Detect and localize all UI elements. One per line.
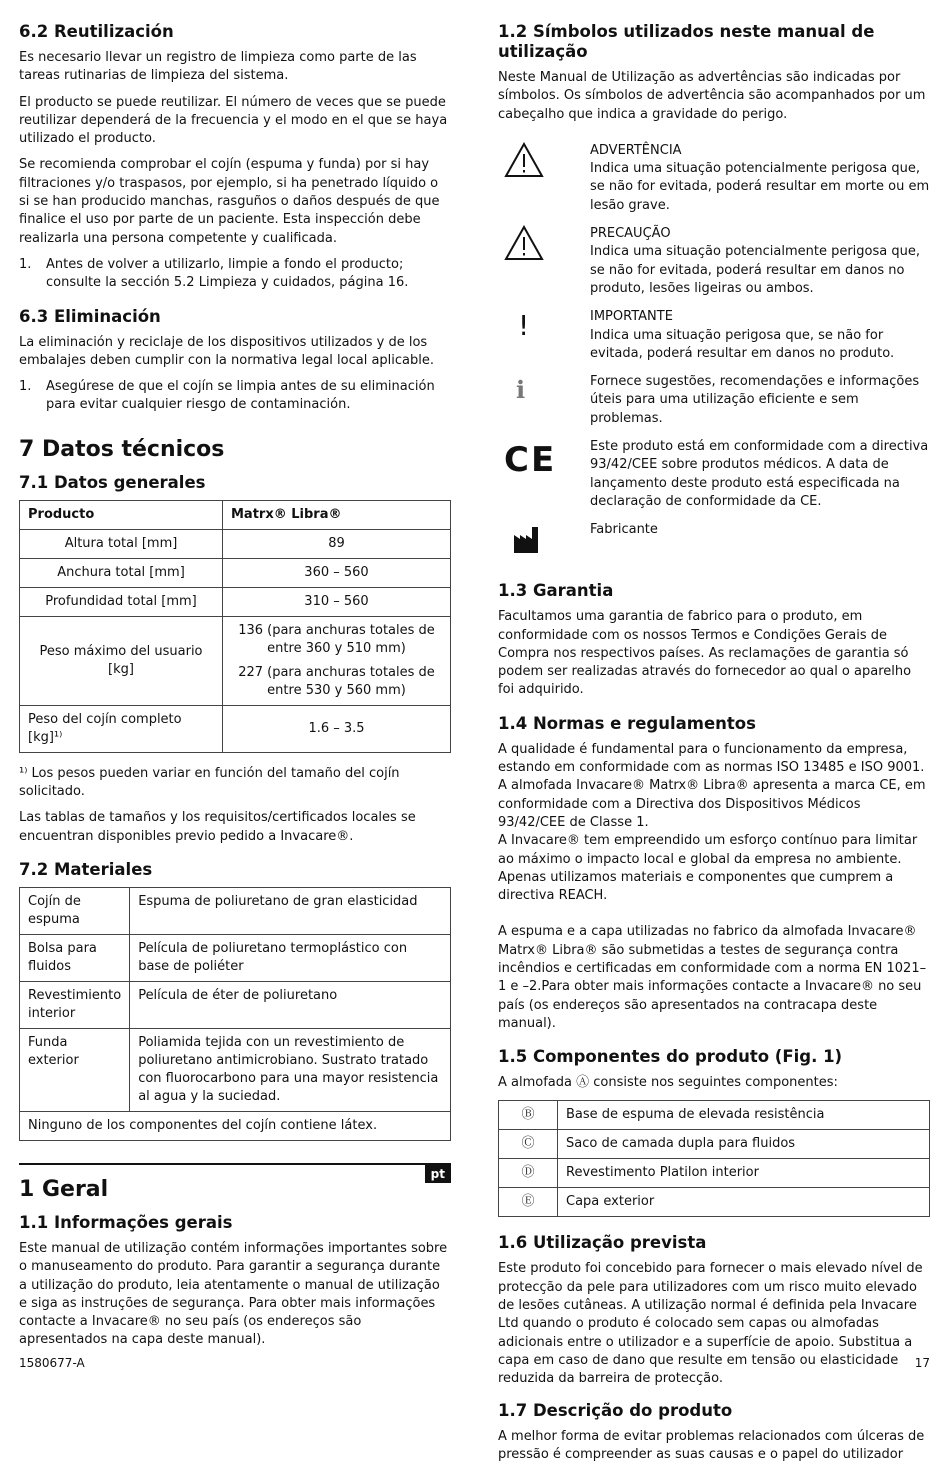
table-row	[20, 705, 451, 752]
s16-paragraph-1: Este produto foi concebido para fornecer o mais elevado nível de protecção da pele para utilizadores com um risco muito elevado de lesões cutâneas. A utilização normal é definida pela Invacare Ltd quando o produto é colocado sem capas ou almofadas adicionais entre o utilizador e a superfície de apoio. Substitua a capa em caso de dano que resulte em tensão ou elasticidade reduzida da barreira de protecção.	[498, 1261, 923, 1387]
components-table	[498, 1100, 930, 1217]
table-footnote: ¹⁾ Los pesos pueden variar en función del tamaño del cojín solicitado.	[19, 765, 400, 800]
symbol-info	[498, 373, 930, 428]
section-7-2-heading: 7.2 Materiales	[19, 859, 153, 879]
s17-paragraph-1: A melhor forma de evitar problemas relacionados com úlceras de pressão é compreender as suas causas e o papel do utilizador	[498, 1428, 925, 1462]
s62-step	[19, 256, 451, 293]
language-tag: pt	[425, 1165, 451, 1183]
step-text: Asegúrese de que el cojín se limpia antes de su eliminación para evitar cualquier riesgo de contaminación.	[46, 379, 435, 413]
symbol-text	[590, 225, 930, 298]
material-description: Espuma de poliuretano de gran elasticidad	[130, 887, 451, 934]
section-7-1-heading: 7.1 Datos generales	[19, 472, 206, 492]
tables-note: Las tablas de tamaños y los requisitos/certificados locales se encuentran disponibles previo pedido a Invacare®.	[19, 810, 416, 844]
table-cell-value: 310 – 560	[223, 587, 451, 616]
section-6-3-heading: 6.3 Eliminación	[19, 306, 161, 326]
material-part: Cojín de espuma	[20, 887, 130, 934]
component-label: Ⓓ	[499, 1159, 558, 1188]
exclamation-icon: !	[518, 309, 530, 343]
component-name: Revestimento Platilon interior	[558, 1159, 930, 1188]
component-label: Ⓒ	[499, 1130, 558, 1159]
section-1-2-heading: 1.2 Símbolos utilizados neste manual de utilização	[498, 22, 875, 61]
component-label: Ⓔ	[499, 1188, 558, 1217]
s14-paragraph-2: A almofada Invacare® Matrx® Libra® apresenta a marca CE, em conformidade com a Directiva dos Dispositivos Médicos 93/42/CEE de Classe 1.	[498, 778, 926, 830]
chapter-7-heading: 7 Datos técnicos	[19, 436, 225, 462]
table-header-row	[20, 500, 451, 529]
s62-paragraph-1: Es necesario llevar un registro de limpieza como parte de las tareas rutinarias de limpieza del sistema.	[19, 50, 417, 84]
table-row	[20, 887, 451, 934]
table-header-model: Matrx® Libra®	[223, 500, 451, 529]
symbol-text	[590, 308, 930, 363]
right-column	[498, 22, 930, 1472]
table-row	[20, 934, 451, 981]
table-row	[20, 1111, 451, 1140]
materials-note: Ninguno de los componentes del cojín contiene látex.	[20, 1111, 451, 1140]
weight-value-2: 227 (para anchuras totales de entre 530 y 560 mm)	[238, 664, 435, 698]
symbol-warning	[498, 142, 930, 215]
symbol-description: Indica uma situação perigosa que, se não for evitada, poderá resultar em danos no produto.	[590, 327, 895, 361]
section-1-7-heading: 1.7 Descrição do produto	[498, 1400, 733, 1420]
s14-paragraph-4: A espuma e a capa utilizadas no fabrico da almofada Invacare® Matrx® Libra® são submetidas a testes de segurança contra incêndios e certificadas em conformidade com a norma EN 1021–1 e –2.Para obter mais informações contacte a Invacare® no seu país (os endereços são apresentados na contracapa deste manual).	[498, 924, 927, 1031]
table-cell-value: 89	[223, 529, 451, 558]
s63-step	[19, 378, 451, 415]
document-number: 1580677-A	[19, 1356, 85, 1370]
table-row	[499, 1188, 930, 1217]
component-label: Ⓑ	[499, 1101, 558, 1130]
component-name: Saco de camada dupla para fluidos	[558, 1130, 930, 1159]
symbol-description: Indica uma situação potencialmente perigosa que, se não for evitada, poderá resultar em danos no produto, lesões ligeiras ou ambos.	[590, 244, 920, 296]
step-text: Antes de volver a utilizarlo, limpie a fondo el producto; consulte la sección 5.2 Limpieza y cuidados, página 16.	[46, 256, 409, 291]
warning-triangle-icon	[498, 142, 590, 215]
symbol-important	[498, 308, 930, 363]
table-row	[499, 1130, 930, 1159]
symbol-description: Indica uma situação potencialmente perigosa que, se não for evitada, poderá resultar em morte ou em lesão grave.	[590, 161, 930, 213]
symbol-title: PRECAUÇÃO	[590, 226, 671, 242]
symbol-text	[590, 142, 930, 215]
s62-paragraph-2: El producto se puede reutilizar. El número de veces que se puede reutilizar dependerá de la frecuencia y el modo en el que se haya utilizado el producto.	[19, 94, 448, 147]
symbol-manufacturer	[498, 521, 930, 555]
caution-triangle-icon	[498, 225, 590, 298]
material-description: Película de éter de poliuretano	[130, 981, 451, 1028]
material-part: Funda exterior	[20, 1028, 130, 1111]
symbol-ce	[498, 438, 930, 511]
s14-paragraph-1: A qualidade é fundamental para o funcionamento da empresa, estando em conformidade com as normas ISO 13485 e ISO 9001.	[498, 741, 925, 776]
ce-mark-icon: CE	[504, 440, 557, 481]
material-description: Poliamida tejida con un revestimiento de poliuretano antimicrobiano. Sustrato tratado con fluorocarbono para una mayor resistencia al agua y la suciedad.	[130, 1028, 451, 1111]
technical-data-table	[19, 500, 451, 753]
s62-paragraph-3: Se recomienda comprobar el cojín (espuma y funda) por si hay filtraciones y/o traspasos, por ejemplo, si ha penetrado líquido o si se han producido manchas, rasguños o daños después de que finalice el uso por parte de un paciente. Esta inspección debe realizarla una persona competente y cualificada.	[19, 157, 440, 246]
table-cell-label: Profundidad total [mm]	[20, 587, 223, 616]
s13-paragraph-1: Facultamos uma garantia de fabrico para o produto, em conformidade com os nossos Termos e Condições Gerais de Compra nos respectivos países. As reclamações de garantia só podem ser realizadas através do fornecedor ao qual o aparelho foi adquirido.	[498, 609, 912, 698]
step-number: 1.	[19, 379, 32, 395]
s63-paragraph-1: La eliminación y reciclaje de los dispositivos utilizados y de los embalajes deben cumplir con la normativa legal local aplicable.	[19, 334, 435, 368]
material-part: Bolsa para fluidos	[20, 934, 130, 981]
section-6-2-heading: 6.2 Reutilización	[19, 22, 174, 41]
section-1-6-heading: 1.6 Utilização prevista	[498, 1233, 707, 1253]
section-1-1-heading: 1.1 Informações gerais	[19, 1212, 233, 1232]
table-cell-label: Altura total [mm]	[20, 529, 223, 558]
manufacturer-icon	[498, 521, 590, 555]
s12-paragraph-1: Neste Manual de Utilização as advertências são indicadas por símbolos. Os símbolos de advertência são acompanhados por um cabeçalho que indica a gravidade do perigo.	[498, 70, 926, 122]
table-row	[20, 558, 451, 587]
section-1-3-heading: 1.3 Garantia	[498, 581, 614, 601]
component-name: Base de espuma de elevada resistência	[558, 1101, 930, 1130]
step-number: 1.	[19, 256, 32, 272]
table-cell-label: Anchura total [mm]	[20, 558, 223, 587]
section-1-4-heading: 1.4 Normas e regulamentos	[498, 713, 756, 733]
symbol-description: Este produto está em conformidade com a directiva 93/42/CEE sobre produtos médicos. A data de lançamento deste produto está especificada na declaração de conformidade da CE.	[590, 439, 929, 509]
table-cell-label: Peso máximo del usuario [kg]	[20, 616, 223, 705]
component-name: Capa exterior	[558, 1188, 930, 1217]
s15-paragraph-1: A almofada Ⓐ consiste nos seguintes componentes:	[498, 1075, 838, 1091]
weight-value-1: 136 (para anchuras totales de entre 360 y 510 mm)	[238, 622, 435, 656]
table-header-product: Producto	[20, 500, 223, 529]
table-row	[20, 616, 451, 705]
materials-table	[19, 887, 451, 1141]
symbol-caution	[498, 225, 930, 298]
table-cell-value	[223, 616, 451, 705]
table-cell-value: 360 – 560	[223, 558, 451, 587]
table-cell-label: Peso del cojín completo [kg]¹⁾	[20, 705, 223, 752]
chapter-1-heading: 1 Geral	[19, 1176, 109, 1202]
table-row	[20, 529, 451, 558]
info-icon: ℹ	[516, 376, 526, 405]
table-row	[499, 1101, 930, 1130]
language-divider	[19, 1163, 451, 1181]
section-1-5-heading: 1.5 Componentes do produto (Fig. 1)	[498, 1047, 843, 1067]
table-cell-value: 1.6 – 3.5	[223, 705, 451, 752]
left-column	[19, 22, 451, 1358]
s14-paragraph-3: A Invacare® tem empreendido um esforço contínuo para limitar ao máximo o impacto local e global da empresa no ambiente. Apenas utilizamos materiais e componentes que cumprem a directiva REACH.	[498, 833, 918, 904]
table-row	[20, 1028, 451, 1111]
symbol-description: Fornece sugestões, recomendações e informações úteis para uma utilização eficiente e sem problemas.	[590, 374, 920, 426]
symbol-description: Fabricante	[590, 522, 658, 538]
material-description: Película de poliuretano termoplástico con base de poliéter	[130, 934, 451, 981]
page-number: 17	[914, 1356, 930, 1370]
table-row	[499, 1159, 930, 1188]
material-part: Revestimiento interior	[20, 981, 130, 1028]
s11-paragraph-1: Este manual de utilização contém informações importantes sobre o manuseamento do produto. Para garantir a segurança durante a utilização do produto, leia atentamente o manual de utilização e siga as instruções de segurança. Para obter mais informações contacte a Invacare® no seu país (os endereços são apresentados na capa deste manual).	[19, 1240, 448, 1348]
symbol-title: ADVERTÊNCIA	[590, 142, 682, 158]
table-row	[20, 981, 451, 1028]
symbol-title: IMPORTANTE	[590, 309, 673, 325]
table-row	[20, 587, 451, 616]
